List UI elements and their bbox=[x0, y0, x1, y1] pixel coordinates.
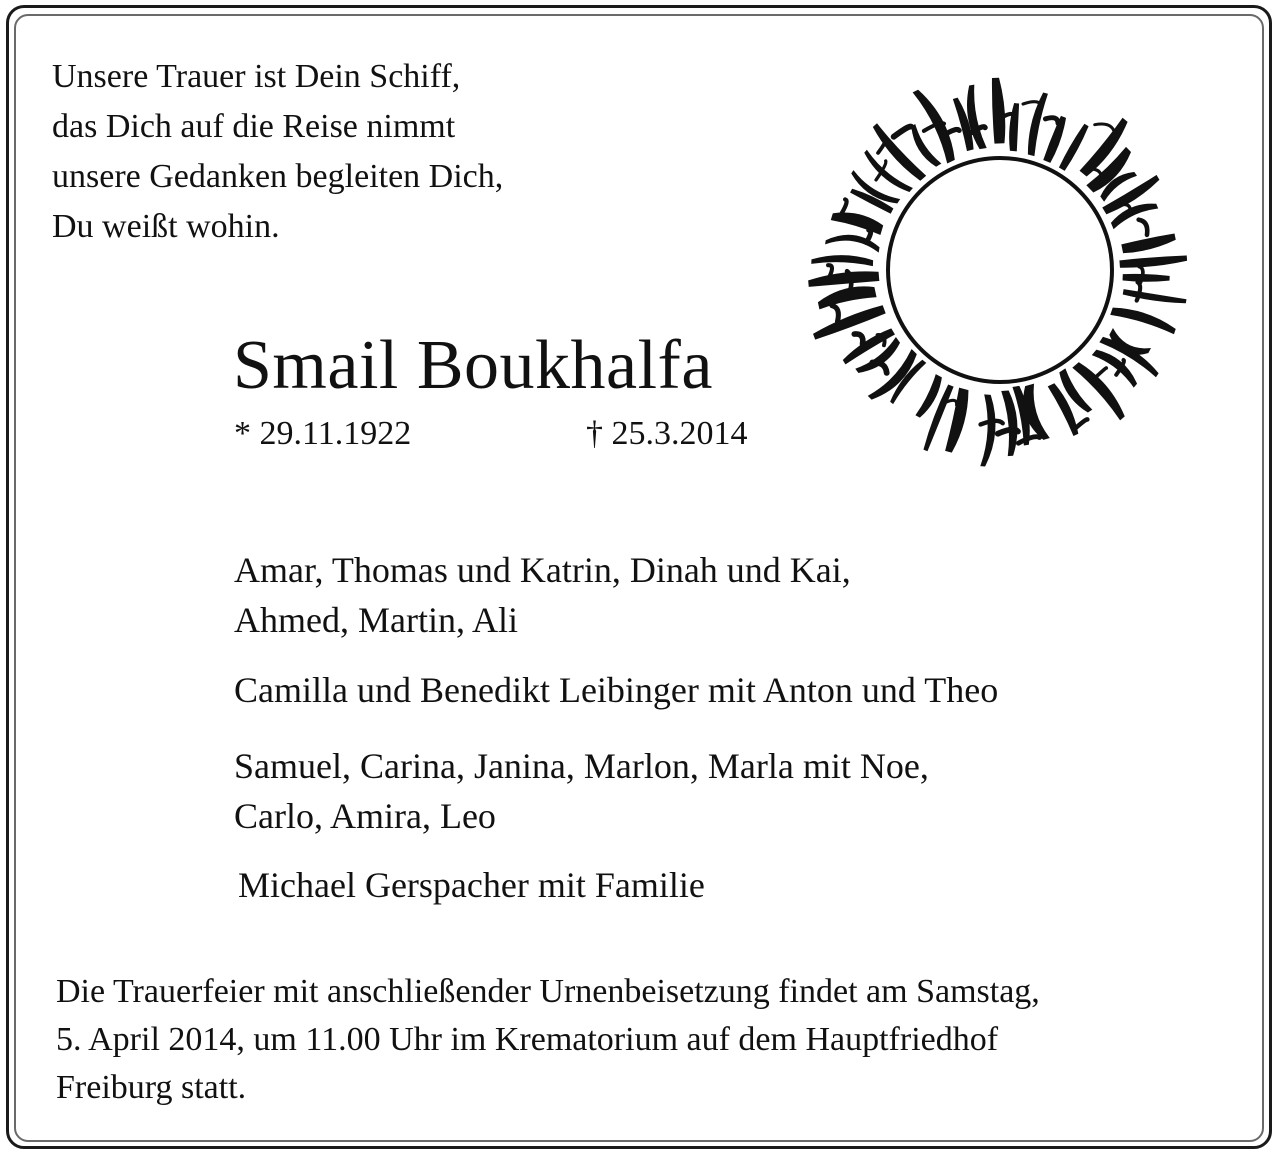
service-line: Die Trauerfeier mit anschließender Urnenbeisetzung findet am Samstag, bbox=[56, 973, 1040, 1010]
calligraphic-wreath-icon bbox=[790, 60, 1210, 480]
birth-date: * 29.11.1922 bbox=[234, 415, 412, 452]
poem bbox=[52, 52, 503, 252]
service-notice bbox=[56, 968, 1040, 1112]
service-line: Freiburg statt. bbox=[56, 1069, 247, 1106]
poem-line: unsere Gedanken begleiten Dich, bbox=[52, 158, 504, 195]
mourners-group bbox=[234, 741, 929, 841]
poem-line: Du weißt wohin. bbox=[52, 208, 280, 245]
mourners-group bbox=[238, 860, 705, 910]
poem-line: das Dich auf die Reise nimmt bbox=[52, 108, 456, 145]
mourners-line: Samuel, Carina, Janina, Marlon, Marla mit Noe, bbox=[234, 746, 929, 786]
mourners-line: Carlo, Amira, Leo bbox=[234, 796, 496, 836]
death-date: † 25.3.2014 bbox=[586, 415, 748, 452]
deceased-name: Smail Boukhalfa bbox=[233, 327, 713, 404]
mourners-line: Amar, Thomas und Katrin, Dinah und Kai, bbox=[234, 550, 851, 590]
mourners-group bbox=[234, 665, 998, 715]
poem-line: Unsere Trauer ist Dein Schiff, bbox=[52, 58, 461, 95]
mourners-line: Ahmed, Martin, Ali bbox=[234, 600, 518, 640]
service-line: 5. April 2014, um 11.00 Uhr im Krematorium auf dem Hauptfriedhof bbox=[56, 1021, 999, 1058]
mourners-line: Camilla und Benedikt Leibinger mit Anton und Theo bbox=[234, 670, 999, 710]
mourners-group bbox=[234, 545, 851, 645]
mourners-line: Michael Gerspacher mit Familie bbox=[238, 865, 705, 905]
